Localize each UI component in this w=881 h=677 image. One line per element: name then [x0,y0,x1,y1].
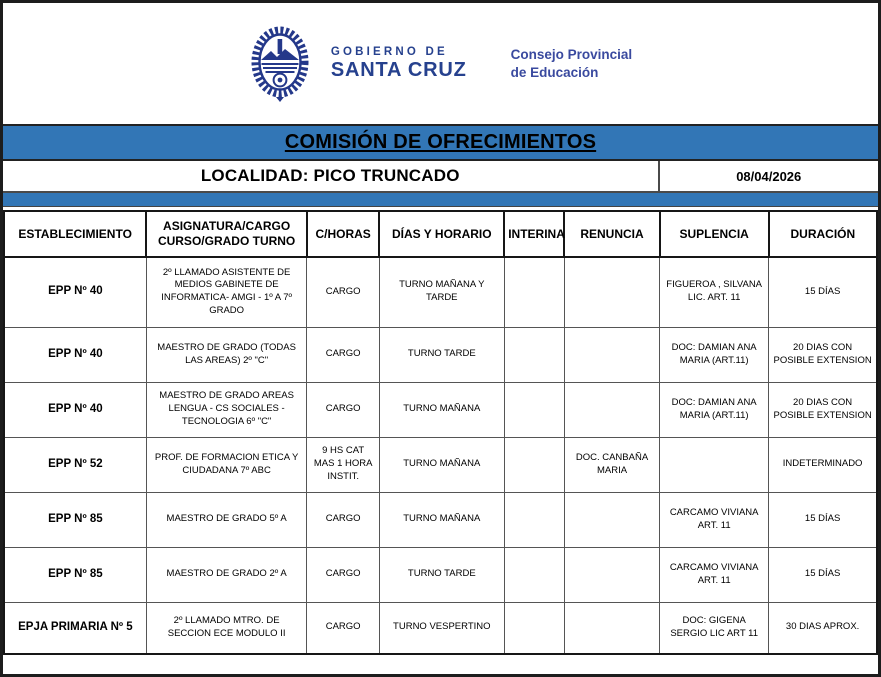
cell-dias-horario: TURNO MAÑANA [379,437,504,492]
government-wordmark [331,46,467,82]
cell-asignatura: MAESTRO DE GRADO AREAS LENGUA - CS SOCIALES - TECNOLOGIA 6º "C" [146,382,307,437]
cell-suplencia: DOC: DAMIAN ANA MARIA (ART.11) [660,382,769,437]
col-header-asignatura: ASIGNATURA/CARGO CURSO/GRADO TURNO [146,211,307,257]
cell-dias-horario: TURNO TARDE [379,547,504,602]
col-header-duracion: DURACIÓN [769,211,877,257]
cell-dias-horario: TURNO TARDE [379,327,504,382]
cell-interina [504,257,564,327]
col-header-suplencia: SUPLENCIA [660,211,769,257]
col-header-dias-horario: DÍAS Y HORARIO [379,211,504,257]
council-line1: Consejo Provincial [510,46,633,62]
cell-establecimiento: EPP Nº 85 [4,547,146,602]
cell-duracion: 15 DÍAS [769,257,877,327]
table-body [4,257,877,654]
table-row [4,547,877,602]
cell-c-horas: 9 HS CAT MAS 1 HORA INSTIT. [307,437,379,492]
cell-dias-horario: TURNO MAÑANA Y TARDE [379,257,504,327]
cell-renuncia [564,492,659,547]
table-row [4,437,877,492]
cell-interina [504,327,564,382]
cell-interina [504,547,564,602]
cell-establecimiento: EPP Nº 40 [4,257,146,327]
cell-suplencia [660,437,769,492]
cell-renuncia: DOC. CANBAÑA MARIA [564,437,659,492]
cell-establecimiento: EPP Nº 85 [4,492,146,547]
cell-duracion: 20 DIAS CON POSIBLE EXTENSION [769,327,877,382]
cell-duracion: 20 DIAS CON POSIBLE EXTENSION [769,382,877,437]
table-row [4,327,877,382]
cell-establecimiento: EPP Nº 40 [4,382,146,437]
cell-c-horas: CARGO [307,257,379,327]
cell-suplencia: CARCAMO VIVIANA ART. 11 [660,492,769,547]
cell-c-horas: CARGO [307,327,379,382]
header-brand [3,3,878,124]
cell-duracion: 15 DÍAS [769,492,877,547]
cell-c-horas: CARGO [307,547,379,602]
col-header-renuncia: RENUNCIA [564,211,659,257]
cell-asignatura: MAESTRO DE GRADO (TODAS LAS AREAS) 2º "C" [146,327,307,382]
cell-renuncia [564,547,659,602]
cell-renuncia [564,602,659,654]
cell-renuncia [564,327,659,382]
page-title: COMISIÓN DE OFRECIMIENTOS [284,131,597,153]
cell-c-horas: CARGO [307,602,379,654]
cell-duracion: 30 DIAS APROX. [769,602,877,654]
cell-suplencia: DOC: GIGENA SERGIO LIC ART 11 [660,602,769,654]
cell-interina [504,492,564,547]
cell-establecimiento: EPP Nº 52 [4,437,146,492]
blue-separator [3,193,878,207]
table-row [4,602,877,654]
council-wordmark [511,46,633,81]
table-row [4,257,877,327]
cell-c-horas: CARGO [307,492,379,547]
cell-asignatura: MAESTRO DE GRADO 5º A [146,492,307,547]
offerings-table [3,210,878,655]
cell-renuncia [564,257,659,327]
cell-asignatura: 2º LLAMADO ASISTENTE DE MEDIOS GABINETE DE INFORMATICA- AMGI - 1º A 7º GRADO [146,257,307,327]
col-header-establecimiento: ESTABLECIMIENTO [4,211,146,257]
cell-duracion: 15 DÍAS [769,547,877,602]
col-header-c-horas: C/HORAS [307,211,379,257]
cell-suplencia: CARCAMO VIVIANA ART. 11 [660,547,769,602]
cell-interina [504,602,564,654]
cell-asignatura: MAESTRO DE GRADO 2º A [146,547,307,602]
cell-suplencia: FIGUEROA , SILVANA LIC. ART. 11 [660,257,769,327]
cell-dias-horario: TURNO MAÑANA [379,382,504,437]
cell-duracion: INDETERMINADO [769,437,877,492]
date-value: 08/04/2026 [658,161,879,191]
government-line1: GOBIERNO DE [330,45,448,58]
cell-dias-horario: TURNO MAÑANA [379,492,504,547]
cell-establecimiento: EPJA PRIMARIA Nº 5 [4,602,146,654]
cell-asignatura: PROF. DE FORMACION ETICA Y CIUDADANA 7º ABC [146,437,307,492]
title-bar [3,124,878,161]
cell-interina [504,382,564,437]
cell-c-horas: CARGO [307,382,379,437]
government-line2: SANTA CRUZ [330,58,467,81]
table-header-row [4,211,877,257]
cell-asignatura: 2º LLAMADO MTRO. DE SECCION ECE MODULO II [146,602,307,654]
cell-interina [504,437,564,492]
col-header-interina: INTERINA [504,211,564,257]
table-row [4,382,877,437]
cell-renuncia [564,382,659,437]
locality-label: LOCALIDAD: PICO TRUNCADO [200,166,460,185]
cell-dias-horario: TURNO VESPERTINO [379,602,504,654]
cell-establecimiento: EPP Nº 40 [4,327,146,382]
table-row [4,492,877,547]
santa-cruz-crest-icon [249,26,311,102]
council-line2: de Educación [510,64,599,80]
locality-row [3,161,878,193]
cell-suplencia: DOC: DAMIAN ANA MARIA (ART.11) [660,327,769,382]
